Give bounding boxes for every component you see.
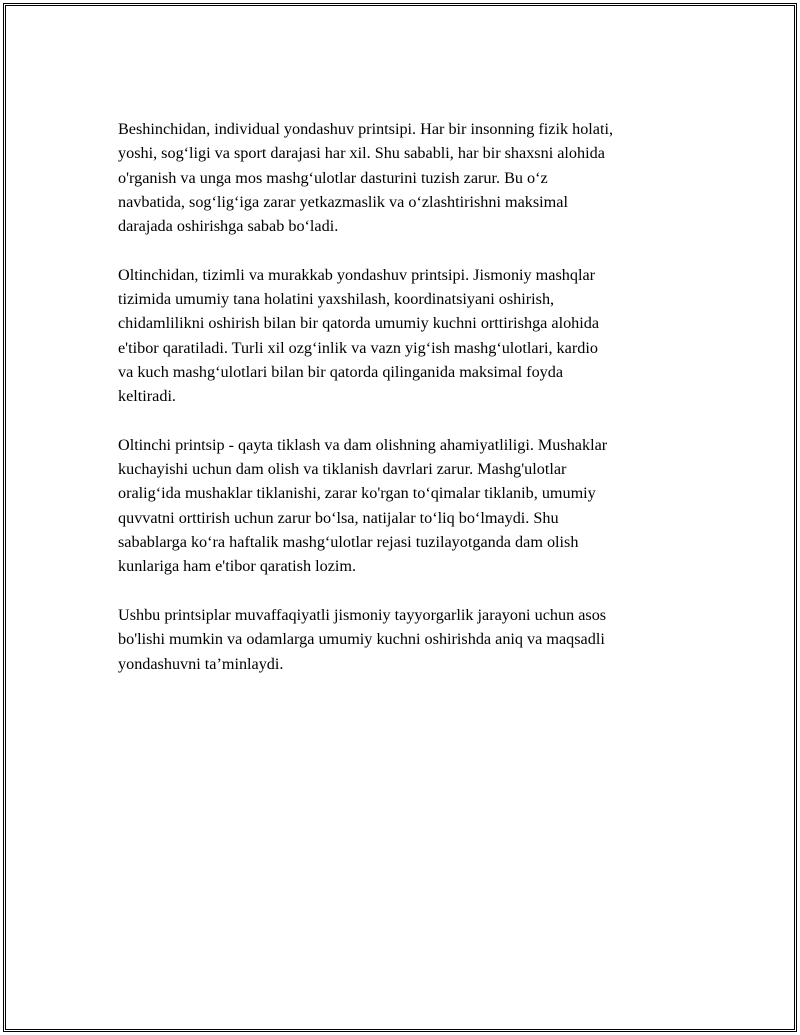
paragraph-individual-approach: Beshinchidan, individual yondashuv printsipi. Har bir insonning fizik holati, yoshi, sog‘ligi va sport darajasi har xil. Shu sababli, har bir shaxsni alohida o'rganish va unga mos mashg‘ulotlar dasturini tuzish zarur. Bu o‘z navbatida, sog‘lig‘iga zarar yetkazmaslik va o‘zlashtirishni maksimal darajada oshirishga sabab bo‘ladi. (118, 120, 614, 236)
paragraph-recovery-rest: Oltinchi printsip - qayta tiklash va dam olishning ahamiyatliligi. Mushaklar kuchayishi uchun dam olish va tiklanish davrlari zarur. Mashg'ulotlar oralig‘ida mushaklar tiklanishi, zarar ko'rgan to‘qimalar tiklanib, umumiy quvvatni orttirish uchun zarur bo‘lsa, natijalar to‘liq bo‘lmaydi. Shu sabablarga ko‘ra haftalik mashg‘ulotlar rejasi tuzilayotganda dam olish kunlariga ham e'tibor qaratish lozim. (118, 435, 608, 576)
document-body (118, 117, 698, 700)
paragraph-conclusion: Ushbu printsiplar muvaffaqiyatli jismoniy tayyorgarlik jarayoni uchun asos bo'lishi mumkin va odamlarga umumiy kuchni oshirishda aniq va maqsadli yondashuvni ta’minlaydi. (118, 605, 607, 673)
paragraph-systematic-approach: Oltinchidan, tizimli va murakkab yondashuv printsipi. Jismoniy mashqlar tizimida umumiy tana holatini yaxshilash, koordinatsiyani oshirish, chidamlilikni oshirish bilan bir qatorda umumiy kuchni orttirishga alohida e'tibor qaratiladi. Turli xil ozg‘inlik va vazn yig‘ish mashg‘ulotlari, kardio va kuch mashg‘ulotlari bilan bir qatorda qilinganida maksimal foyda keltiradi. (118, 265, 600, 406)
